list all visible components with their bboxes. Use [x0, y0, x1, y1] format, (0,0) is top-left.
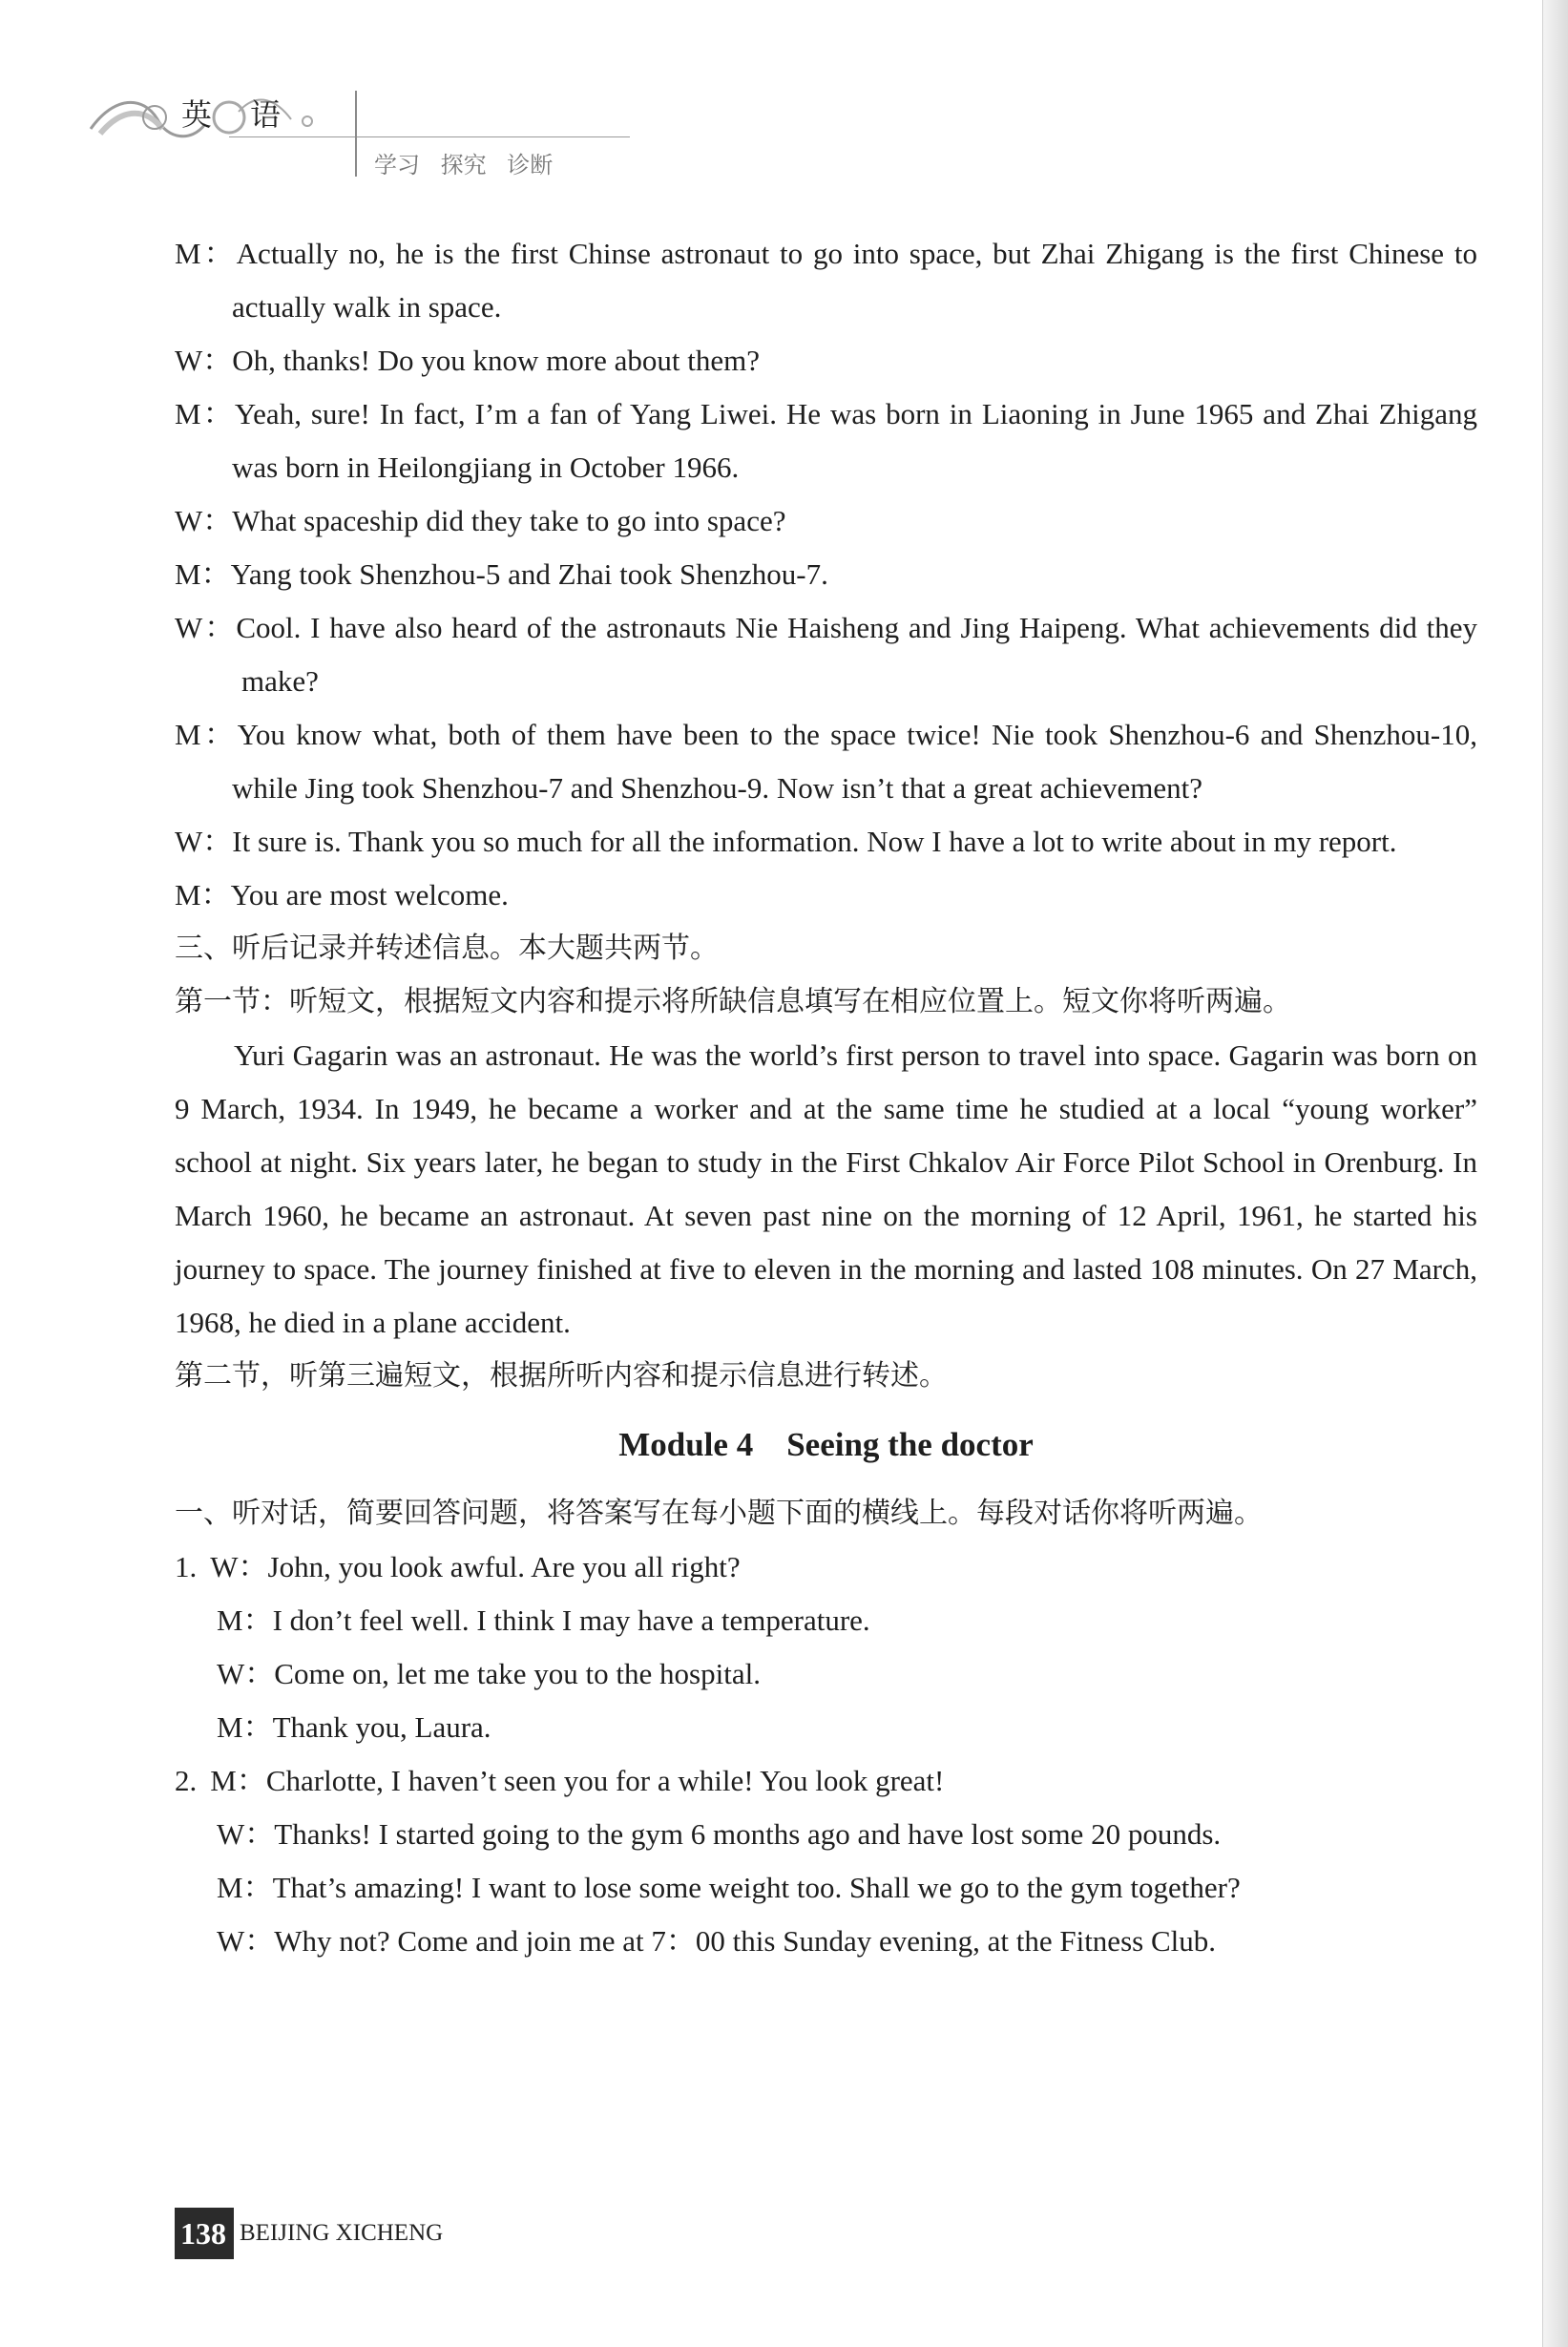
speaker-label: M： — [175, 878, 231, 912]
speaker-label: M： — [217, 1710, 273, 1744]
dialogue-text: Charlotte, I haven’t seen you for a while! You look great! — [265, 1764, 945, 1797]
header-subtitle: 学习 探究 诊断 — [374, 152, 554, 178]
dialogue-text: I don’t feel well. I think I may have a temperature. — [272, 1603, 870, 1637]
dialogue-line — [175, 227, 1477, 334]
dialogue-line — [175, 494, 1477, 548]
header-subject: 英语 — [181, 96, 320, 133]
question-item — [175, 1540, 1477, 1594]
dialogue-line — [175, 548, 1477, 601]
page-number: 138 — [175, 2208, 234, 2259]
dialogue-line — [175, 1915, 1477, 1968]
section-heading: 三、听后记录并转述信息。本大题共两节。 — [175, 932, 719, 965]
dialogue-text: Oh, thanks! Do you know more about them? — [232, 344, 760, 377]
dialogue-text: What spaceship did they take to go into space? — [232, 504, 786, 537]
page-header — [86, 91, 659, 196]
dialogue-line — [175, 708, 1477, 815]
page-edge — [1542, 0, 1568, 2347]
dialogue-line — [175, 388, 1477, 494]
page-footer — [175, 2207, 443, 2260]
dialogue-text: Yeah, sure! In fact, I’m a fan of Yang Liwei. He was born in Liaoning in June 1965 and Zhai Zhigang was born in Heilongjiang in October 1966. — [232, 397, 1477, 484]
speaker-label: W： — [175, 825, 233, 858]
speaker-label: M： — [175, 397, 235, 430]
speaker-label: W： — [217, 1924, 275, 1958]
dialogue-line — [175, 601, 1477, 708]
dialogue-text: It sure is. Thank you so much for all the information. Now I have a lot to write about in my report. — [232, 825, 1397, 858]
speaker-label: M： — [175, 237, 237, 270]
question-item — [175, 1754, 1477, 1808]
dialogue-text: Actually no, he is the first Chinse astronaut to go into space, but Zhai Zhigang is the first Chinese to actually walk in space. — [232, 237, 1477, 324]
listening-passage: Yuri Gagarin was an astronaut. He was the world’s first person to travel into space. Gagarin was born on 9 March, 1934. In 1949, he became a worker and at the same time he studied at a local “young worker” school at night. Six years later, he began to study in the First Chkalov Air Force Pilot School in Orenburg. In March 1960, he became an astronaut. At seven past nine on the morning of 12 April, 1961, he started his journey to space. The journey finished at five to eleven in the morning and lasted 108 minutes. On 27 March, 1968, he died in a plane accident. — [175, 1038, 1477, 1339]
speaker-label: W： — [210, 1550, 268, 1583]
speaker-label: M： — [217, 1871, 273, 1904]
dialogue-text: That’s amazing! I want to lose some weight too. Shall we go to the gym together? — [272, 1871, 1241, 1904]
module-title: Module 4 Seeing the doctor — [618, 1426, 1034, 1463]
dialogue-line — [175, 1808, 1477, 1861]
dialogue-text: You know what, both of them have been to the space twice! Nie took Shenzhou-6 and Shenzhou-10, while Jing took Shenzhou-7 and Shenzhou-9. Now isn’t that a great achievement? — [232, 718, 1477, 805]
dialogue-line — [175, 1701, 1477, 1754]
dialogue-text: Thanks! I started going to the gym 6 months ago and have lost some 20 pounds. — [274, 1817, 1222, 1851]
speaker-label: W： — [217, 1657, 275, 1690]
dialogue-line — [175, 1594, 1477, 1647]
dialogue-line — [175, 334, 1477, 388]
dialogue-line — [175, 1647, 1477, 1701]
section-instruction: 第二节，听第三遍短文，根据所听内容和提示信息进行转述。 — [175, 1359, 948, 1393]
dialogue-line — [175, 815, 1477, 869]
page-content — [175, 227, 1477, 1968]
speaker-label: W： — [217, 1817, 275, 1851]
header-divider — [355, 91, 357, 177]
dialogue-text: Thank you, Laura. — [272, 1710, 491, 1744]
dialogue-text: You are most welcome. — [230, 878, 509, 912]
dialogue-text: Cool. I have also heard of the astronauts Nie Haisheng and Jing Haipeng. What achievements did they make? — [236, 611, 1477, 698]
publisher-label: BEIJING XICHENG — [240, 2220, 444, 2246]
question-number: 1. — [175, 1550, 198, 1583]
header-rule — [229, 136, 630, 137]
dialogue-text: John, you look awful. Are you all right? — [267, 1550, 741, 1583]
section-instruction: 一、听对话，简要回答问题，将答案写在每小题下面的横线上。每段对话你将听两遍。 — [175, 1497, 1263, 1530]
dialogue-text: Yang took Shenzhou-5 and Zhai took Shenzhou-7. — [230, 557, 828, 591]
speaker-label: W： — [175, 344, 233, 377]
question-number: 2. — [175, 1764, 198, 1797]
dialogue-text: Why not? Come and join me at 7：00 this Sunday evening, at the Fitness Club. — [274, 1924, 1216, 1958]
dialogue-text: Come on, let me take you to the hospital. — [274, 1657, 761, 1690]
speaker-label: M： — [210, 1764, 266, 1797]
dialogue-line — [175, 869, 1477, 922]
speaker-label: M： — [175, 557, 231, 591]
speaker-label: M： — [175, 718, 238, 751]
section-instruction: 第一节：听短文，根据短文内容和提示将所缺信息填写在相应位置上。短文你将听两遍。 — [175, 985, 1291, 1018]
speaker-label: M： — [217, 1603, 273, 1637]
dialogue-line — [175, 1861, 1477, 1915]
speaker-label: W： — [175, 504, 233, 537]
speaker-label: W： — [175, 611, 237, 644]
